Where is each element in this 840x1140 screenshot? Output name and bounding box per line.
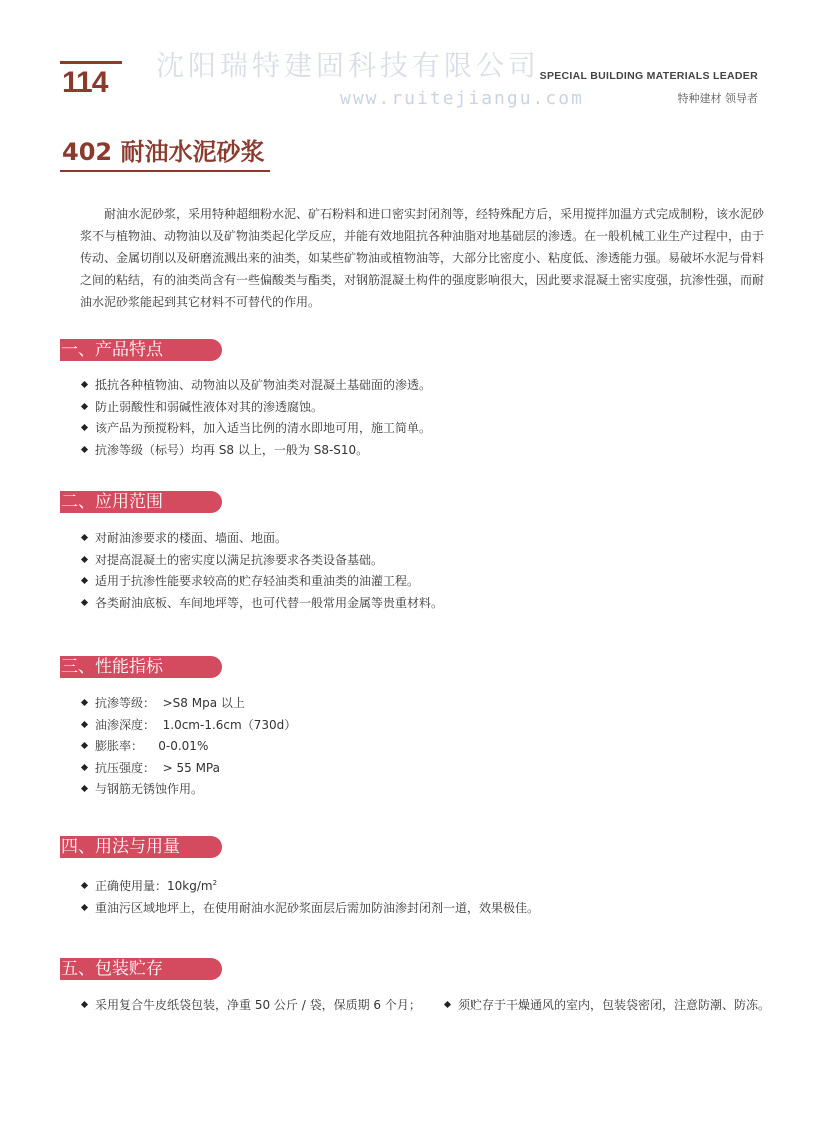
unit-superscript: 2 xyxy=(212,879,218,887)
section-header-storage xyxy=(60,958,222,980)
diamond-bullet-icon xyxy=(81,577,88,584)
watermark-url: www.ruitejiangu.com xyxy=(340,88,584,109)
list-item: 膨胀率： 0-0.01% xyxy=(80,736,296,758)
applications-list xyxy=(80,528,443,614)
section-title: 五、包装贮存 xyxy=(61,959,163,979)
list-item: 油渗深度： 1.0cm-1.6cm（730d） xyxy=(80,715,296,737)
list-item: 抵抗各种植物油、动物油以及矿物油类对混凝土基础面的渗透。 xyxy=(80,375,431,397)
diamond-bullet-icon xyxy=(81,882,88,889)
storage-list xyxy=(80,995,780,1017)
diamond-bullet-icon xyxy=(444,1001,451,1008)
slogan-english: SPECIAL BUILDING MATERIALS LEADER xyxy=(539,70,758,82)
list-item: 对提高混凝土的密实度以满足抗渗要求各类设备基础。 xyxy=(80,550,443,572)
diamond-bullet-icon xyxy=(81,534,88,541)
list-item: 重油污区域地坪上，在使用耐油水泥砂浆面层后需加防油渗封闭剂一道，效果极佳。 xyxy=(80,898,539,920)
list-item: 须贮存于干燥通风的室内，包装袋密闭，注意防潮、防冻。 xyxy=(443,995,770,1017)
diamond-bullet-icon xyxy=(81,903,88,910)
list-item: 抗压强度： > 55 MPa xyxy=(80,758,296,780)
title-underline xyxy=(60,170,270,172)
performance-list xyxy=(80,693,296,801)
list-item: 该产品为预搅粉料，加入适当比例的清水即地可用，施工简单。 xyxy=(80,418,431,440)
diamond-bullet-icon xyxy=(81,402,88,409)
section-title: 二、应用范围 xyxy=(61,492,163,512)
list-item: 抗渗等级： >S8 Mpa 以上 xyxy=(80,693,296,715)
list-item: 对耐油渗要求的楼面、墙面、地面。 xyxy=(80,528,443,550)
diamond-bullet-icon xyxy=(81,555,88,562)
list-item: 各类耐油底板、车间地坪等，也可代替一般常用金属等贵重材料。 xyxy=(80,593,443,615)
page-number: 114 xyxy=(62,66,108,99)
list-item: 适用于抗渗性能要求较高的贮存轻油类和重油类的油灌工程。 xyxy=(80,571,443,593)
list-item: 与钢筋无锈蚀作用。 xyxy=(80,779,296,801)
section-header-applications xyxy=(60,491,222,513)
diamond-bullet-icon xyxy=(81,381,88,388)
watermark-company: 沈阳瑞特建固科技有限公司 xyxy=(156,49,541,82)
diamond-bullet-icon xyxy=(81,720,88,727)
section-header-usage xyxy=(60,836,222,858)
list-item: 防止弱酸性和弱碱性液体对其的渗透腐蚀。 xyxy=(80,397,431,419)
section-title: 一、产品特点 xyxy=(61,340,163,360)
diamond-bullet-icon xyxy=(81,699,88,706)
page-number-rule xyxy=(60,61,122,64)
page-title: 402 耐油水泥砂浆 xyxy=(62,138,265,166)
features-list xyxy=(80,375,431,461)
list-item: 抗渗等级（标号）均再 S8 以上，一般为 S8-S10。 xyxy=(80,440,431,462)
diamond-bullet-icon xyxy=(81,424,88,431)
section-title: 四、用法与用量 xyxy=(61,837,180,857)
diamond-bullet-icon xyxy=(81,598,88,605)
section-header-performance xyxy=(60,656,222,678)
diamond-bullet-icon xyxy=(81,742,88,749)
diamond-bullet-icon xyxy=(81,445,88,452)
slogan-chinese: 特种建材 领导者 xyxy=(677,92,758,105)
section-title: 三、性能指标 xyxy=(61,657,163,677)
section-header-features xyxy=(60,339,222,361)
usage-list xyxy=(80,873,539,919)
diamond-bullet-icon xyxy=(81,785,88,792)
intro-paragraph: 耐油水泥砂浆，采用特种超细粉水泥、矿石粉料和进口密实封闭剂等，经特殊配方后，采用搅拌加温方式完成制粉，该水泥砂浆不与植物油、动物油以及矿物油类起化学反应，并能有效地阻抗各种油脂对地基础层的渗透。在一般机械工业生产过程中，由于传动、金属切削以及研磨流溅出来的油类，如某些矿物油或植物油等，大部分比密度小、粘度低、渗透能力强。易破坏水泥与骨料之间的粘结，有的油类尚含有一些偏酸类与酯类，对钢筋混凝土构件的强度影响很大，因此要求混凝土密实度强，抗渗性强，而耐油水泥砂浆能起到其它材料不可替代的作用。 xyxy=(80,207,765,309)
diamond-bullet-icon xyxy=(81,763,88,770)
list-item: 采用复合牛皮纸袋包装，净重 50 公斤 / 袋，保质期 6 个月； xyxy=(80,995,421,1017)
diamond-bullet-icon xyxy=(81,1001,88,1008)
list-item: 正确使用量：$10kg/m^2$ xyxy=(80,873,539,898)
